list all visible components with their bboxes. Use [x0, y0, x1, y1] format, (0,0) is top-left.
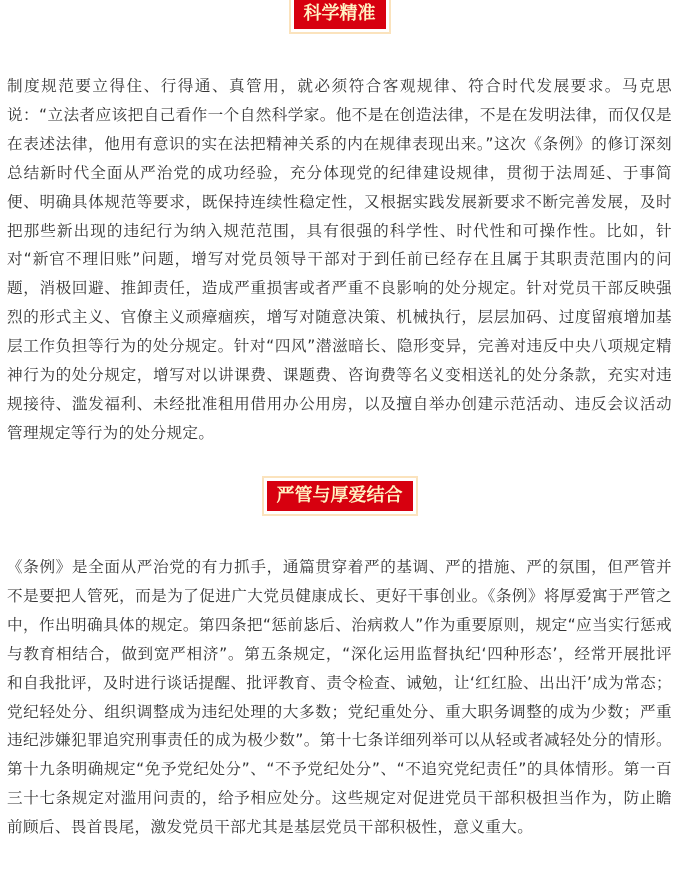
heading-frame — [289, 0, 391, 34]
section-paragraph-2: 《条例》是全面从严治党的有力抓手，通篇贯穿着严的基调、严的措施、严的氛围，但严管并不是要把人管死，而是为了促进广大党员健康成长、更好干事创业。《条例》将厚爱寓于严管之中，作出明确具体的规定。第四条把“惩前毖后、治病救人”作为重要原则，规定“应当实行惩戒与教育相结合，做到宽严相济”。第五条规定，“深化运用监督执纪‘四种形态’，经常开展批评和自我批评，及时进行谈话提醒、批评教育、责令检查、诫勉，让‘红红脸、出出汗’成为常态；党纪轻处分、组织调整成为违纪处理的大多数；党纪重处分、重大职务调整的成为少数；严重违纪涉嫌犯罪追究刑事责任的成为极少数”。第十七条详细列举可以从轻或者减轻处分的情形。第十九条明确规定“免予党纪处分”、“不予党纪处分”、“不追究党纪责任”的具体情形。第一百三十七条规定对滥用问责的，给予相应处分。这些规定对促进党员干部积极担当作为，防止瞻前顾后、畏首畏尾，激发党员干部尤其是基层党员干部积极性，意义重大。 — [7, 558, 672, 837]
section-heading-1 — [0, 0, 679, 34]
section-paragraph-1: 制度规范要立得住、行得通、真管用，就必须符合客观规律、符合时代发展要求。马克思说：“立法者应该把自己看作一个自然科学家。他不是在创造法律，不是在发明法律，而仅仅是在表述法律，他用有意识的实在法把精神关系的内在规律表现出来。”这次《条例》的修订深刻总结新时代全面从严治党的成功经验，充分体现党的纪律建设规律，贯彻于法周延、于事简便、明确具体规范等要求，既保持连续性稳定性，又根据实践发展新要求不断完善发展，及时把那些新出现的违纪行为纳入规范范围，具有很强的科学性、时代性和可操作性。比如，针对“新官不理旧账”问题，增写对党员领导干部对于到任前已经存在且属于其职责范围内的问题，消极回避、推卸责任，造成严重损害或者严重不良影响的处分规定。针对党员干部反映强烈的形式主义、官僚主义顽瘴痼疾，增写对随意决策、机械执行，层层加码、过度留痕增加基层工作负担等行为的处分规定。针对“四风”潜滋暗长、隐形变异，完善对违反中央八项规定精神行为的处分规定，增写对以讲课费、课题费、咨询费等名义变相送礼的处分条款，充实对违规接待、滥发福利、未经批准租用借用办公用房，以及擅自举办创建示范活动、违反会议活动管理规定等行为的处分规定。 — [7, 77, 672, 442]
section-heading-2 — [0, 476, 679, 516]
heading-label: 科学精准 — [294, 0, 386, 29]
heading-frame — [262, 476, 418, 516]
heading-label: 严管与厚爱结合 — [267, 481, 413, 511]
